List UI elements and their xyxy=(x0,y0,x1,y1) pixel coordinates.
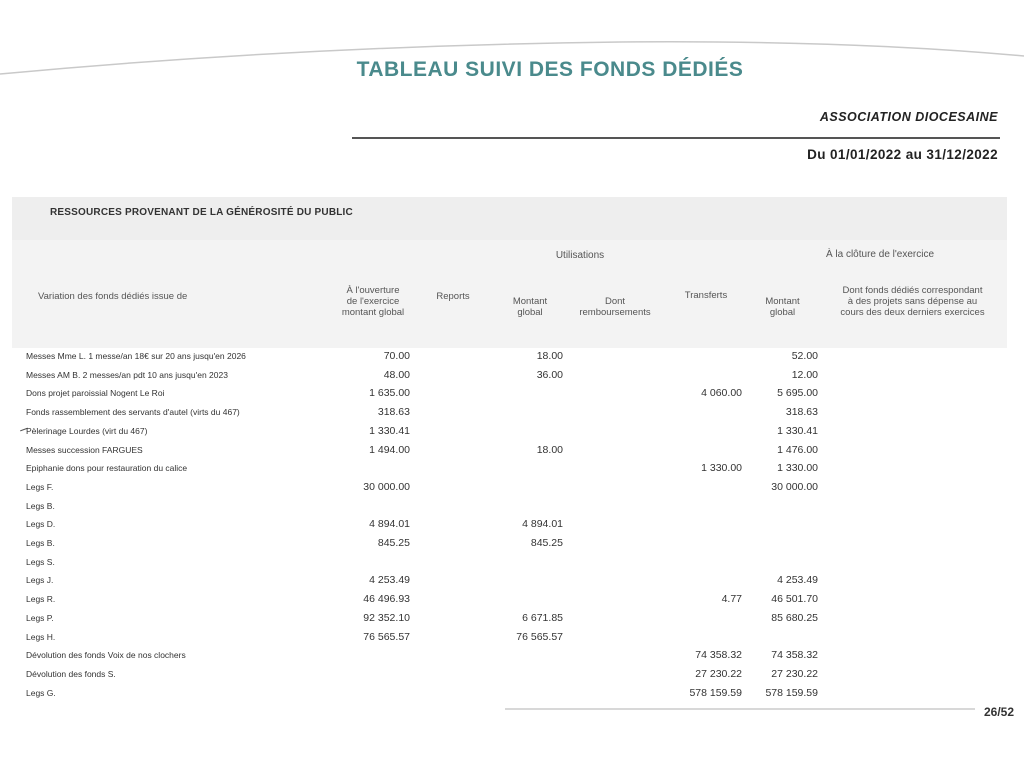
cell-utilisation: 18.00 xyxy=(536,443,563,456)
footer-rule xyxy=(505,708,975,710)
cell-ouverture: 46 496.93 xyxy=(363,593,410,606)
row-label: Messes AM B. 2 messes/an pdt 10 ans jusqu'en 2023 xyxy=(26,369,228,380)
cell-transfert: 4 060.00 xyxy=(701,387,742,400)
cell-cloture: 578 159.59 xyxy=(765,686,818,699)
cell-cloture: 46 501.70 xyxy=(771,593,818,606)
header-cloture-montant-line2: global xyxy=(769,307,796,318)
cell-ouverture: 318.63 xyxy=(377,406,410,419)
row-label: Legs D. xyxy=(26,519,56,530)
cell-utilisation: 18.00 xyxy=(536,350,563,362)
cell-ouverture: 1 494.00 xyxy=(369,443,410,456)
row-label: Dévolution des fonds S. xyxy=(26,668,116,679)
row-label: Fonds rassemblement des servants d'autel (virts du 467) xyxy=(26,407,240,418)
cell-utilisation: 6 671.85 xyxy=(522,611,563,624)
cell-ouverture: 70.00 xyxy=(383,350,410,362)
cell-cloture: 318.63 xyxy=(785,406,818,419)
cell-transfert: 74 358.32 xyxy=(695,649,742,662)
cell-cloture: 5 695.00 xyxy=(777,387,818,400)
cell-ouverture: 1 635.00 xyxy=(369,387,410,400)
cell-transfert: 4.77 xyxy=(721,593,742,606)
cell-cloture: 74 358.32 xyxy=(771,649,818,662)
cell-transfert: 1 330.00 xyxy=(701,462,742,475)
header-ouverture xyxy=(328,285,418,318)
row-label: Legs P. xyxy=(26,612,54,623)
cell-cloture: 1 330.00 xyxy=(777,462,818,475)
header-cloture: À la clôture de l'exercice xyxy=(825,249,935,260)
cell-cloture: 27 230.22 xyxy=(771,667,818,680)
header-ouverture-line1: À l'ouverture xyxy=(346,285,400,296)
cell-cloture: 85 680.25 xyxy=(771,611,818,624)
cell-ouverture: 92 352.10 xyxy=(363,611,410,624)
row-label: Messes succession FARGUES xyxy=(26,444,143,455)
association-name: ASSOCIATION DIOCESAINE xyxy=(819,110,998,124)
cell-ouverture: 30 000.00 xyxy=(363,480,410,493)
row-label: Legs B. xyxy=(26,538,55,548)
cell-ouverture: 48.00 xyxy=(383,368,410,381)
header-dont-line1: Dont xyxy=(604,296,626,307)
header-utilisations: Utilisations xyxy=(555,250,605,261)
header-rule xyxy=(352,137,1000,139)
row-label: Pèlerinage Lourdes (virt du 467) xyxy=(26,425,148,436)
header-montant-line1: Montant xyxy=(512,296,548,307)
cell-utilisation: 76 565.57 xyxy=(516,630,563,643)
cell-cloture: 52.00 xyxy=(791,350,818,362)
cell-transfert: 27 230.22 xyxy=(695,667,742,680)
row-label: Legs R. xyxy=(26,594,56,605)
section-title: RESSOURCES PROVENANT DE LA GÉNÉROSITÉ DU PUBLIC xyxy=(50,207,353,218)
cell-utilisation: 4 894.01 xyxy=(522,518,563,531)
header-dont-fonds-line3: cours des deux derniers exercices xyxy=(840,307,985,318)
row-label: Epiphanie dons pour restauration du calice xyxy=(26,463,188,474)
page-number: 26/52 xyxy=(983,705,1014,719)
header-reports: Reports xyxy=(436,291,470,302)
cell-utilisation: 36.00 xyxy=(536,368,563,381)
header-montant-line2: global xyxy=(517,307,543,318)
header-transferts: Transferts xyxy=(684,290,728,301)
row-label: Dons projet paroissial Nogent Le Roi xyxy=(26,388,165,399)
header-cloture-montant xyxy=(755,296,810,318)
cell-ouverture: 845.25 xyxy=(377,537,410,549)
row-label: Legs J. xyxy=(26,575,54,586)
cell-cloture: 1 330.41 xyxy=(777,424,818,437)
header-montant-global xyxy=(500,296,560,318)
row-label: Legs S. xyxy=(26,556,55,567)
header-variation: Variation des fonds dédiés issue de xyxy=(38,291,188,302)
cell-cloture: 1 476.00 xyxy=(777,443,818,456)
header-dont-line2: remboursements xyxy=(579,307,651,318)
header-dont-fonds-line1: Dont fonds dédiés correspondant xyxy=(842,285,983,296)
row-label: Dévolution des fonds Voix de nos clochers xyxy=(26,650,186,661)
cell-cloture: 4 253.49 xyxy=(777,574,818,587)
row-label: Legs B. xyxy=(26,500,55,511)
header-cloture-montant-line1: Montant xyxy=(765,296,800,307)
row-label: Messes Mme L. 1 messe/an 18€ sur 20 ans jusqu'en 2026 xyxy=(26,351,246,361)
cell-ouverture: 4 253.49 xyxy=(369,574,410,587)
row-label: Legs G. xyxy=(26,687,56,698)
cell-ouverture: 4 894.01 xyxy=(369,518,410,531)
page-title: TABLEAU SUIVI DES FONDS DÉDIÉS xyxy=(356,58,744,81)
header-ouverture-line2: de l'exercice xyxy=(346,296,400,307)
header-dont-fonds xyxy=(820,285,1005,318)
cell-transfert: 578 159.59 xyxy=(689,686,742,699)
row-label: Legs F. xyxy=(26,481,54,492)
period-label: Du 01/01/2022 au 31/12/2022 xyxy=(807,147,998,162)
header-dont-remboursements xyxy=(570,296,660,318)
cell-ouverture: 76 565.57 xyxy=(363,630,410,643)
row-label: Legs H. xyxy=(26,631,56,642)
cell-cloture: 30 000.00 xyxy=(771,480,818,493)
header-dont-fonds-line2: à des projets sans dépense au xyxy=(847,296,978,307)
cell-ouverture: 1 330.41 xyxy=(369,424,410,437)
cell-cloture: 12.00 xyxy=(791,368,818,381)
cell-utilisation: 845.25 xyxy=(530,537,563,549)
header-ouverture-line3: montant global xyxy=(341,307,405,318)
